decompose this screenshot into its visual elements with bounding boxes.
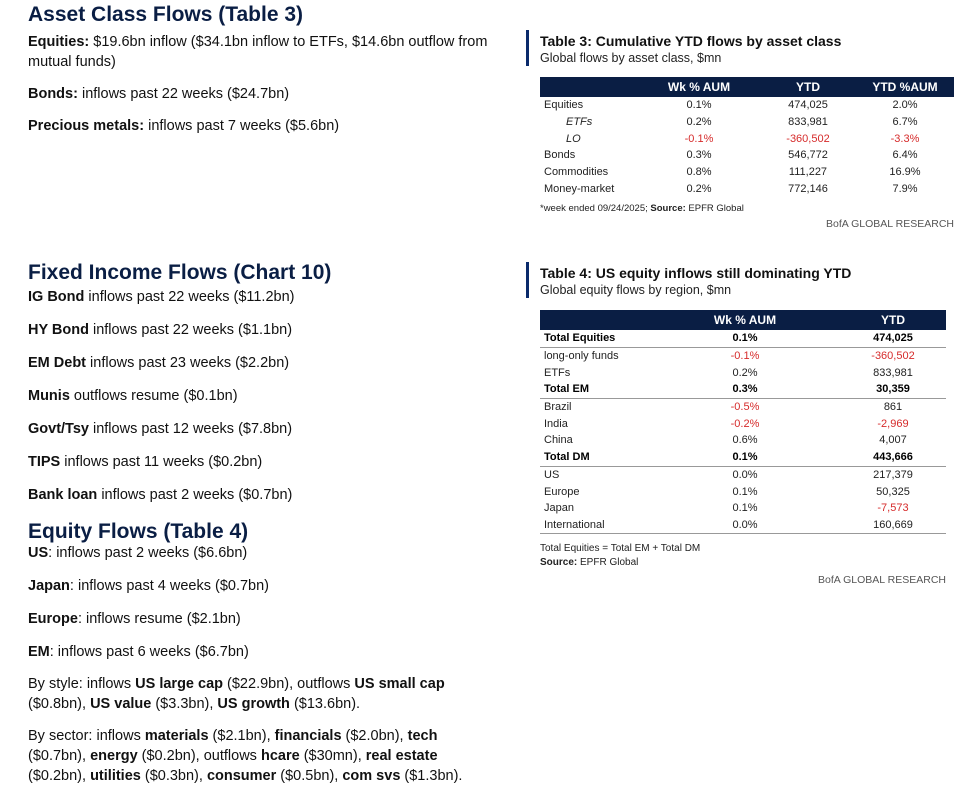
- metals-paragraph: [28, 116, 498, 136]
- wk-cell: 0.2%: [732, 366, 758, 379]
- eq-item-text: : inflows past 2 weeks ($6.6bn): [48, 545, 248, 561]
- eq-item-label: Japan: [28, 578, 70, 594]
- ytd-pct-cell: 2.0%: [892, 99, 918, 112]
- fi-item: [28, 353, 498, 373]
- row-label: Brazil: [544, 401, 572, 414]
- eq-item: [28, 576, 498, 596]
- ytd-cell: 861: [883, 401, 903, 414]
- equities-label: Equities:: [28, 34, 90, 50]
- wk-cell: -0.1%: [684, 132, 714, 145]
- table4-panel: [526, 262, 946, 586]
- table-row: [540, 466, 946, 483]
- sector-bold: hcare: [260, 748, 300, 764]
- sector-bold: consumer: [206, 768, 277, 784]
- sector-bold: tech: [407, 728, 438, 744]
- ytd-cell: -360,502: [786, 132, 830, 145]
- eq-item-label: EM: [28, 644, 50, 660]
- table3-header-cell: YTD %AUM: [856, 77, 954, 97]
- row-label: International: [540, 517, 650, 534]
- equities-paragraph: [28, 32, 498, 72]
- wk-cell: 0.3%: [686, 149, 712, 162]
- row-label: LO: [566, 132, 581, 145]
- row-label: Europe: [544, 485, 580, 498]
- row-label: Money-market: [544, 182, 615, 195]
- table-row: [540, 483, 946, 500]
- table3-credit: BofA GLOBAL RESEARCH: [826, 218, 954, 231]
- table-row: [540, 432, 946, 449]
- wk-cell: 0.0%: [732, 468, 758, 481]
- row-label: Commodities: [544, 166, 609, 179]
- style-text: ($13.6bn).: [289, 696, 361, 712]
- metals-text: inflows past 7 weeks ($5.6bn): [144, 118, 340, 134]
- ytd-cell: 111,227: [788, 166, 828, 179]
- table4-source-label: Source:: [540, 557, 578, 569]
- ytd-pct-cell: 16.9%: [889, 166, 921, 179]
- wk-cell: 0.8%: [686, 166, 712, 179]
- by-style-paragraph: [28, 674, 498, 714]
- table4-header-cell: Wk % AUM: [650, 310, 840, 330]
- fi-item: [28, 287, 498, 307]
- table4-title: Table 4: US equity inflows still dominating YTD: [540, 265, 852, 281]
- table-row: [540, 164, 954, 181]
- metals-label: Precious metals:: [28, 118, 145, 134]
- table4-source-text: EPFR Global: [577, 557, 639, 569]
- table-row: [540, 398, 946, 415]
- row-label: Japan: [544, 502, 574, 515]
- style-text: ($3.3bn),: [151, 696, 218, 712]
- table-row: [540, 500, 946, 517]
- table-row: [540, 364, 946, 381]
- wk-cell: 0.1%: [732, 502, 758, 515]
- table4-source: [540, 556, 946, 570]
- fi-item-text: inflows past 11 weeks ($0.2bn): [60, 454, 263, 470]
- table-row: [540, 347, 946, 364]
- style-bold: US large cap: [135, 676, 224, 692]
- sector-text: ($0.2bn),: [28, 768, 91, 784]
- wk-cell: -0.2%: [730, 417, 760, 430]
- ytd-cell: -7,573: [877, 502, 909, 515]
- table3-panel: [526, 30, 954, 230]
- table-row: [540, 114, 954, 131]
- row-label: Equities: [544, 99, 584, 112]
- row-label: ETFs: [544, 366, 571, 379]
- sector-bold: energy: [90, 748, 138, 764]
- bonds-text: inflows past 22 weeks ($24.7bn): [77, 86, 290, 102]
- style-bold: US small cap: [354, 676, 445, 692]
- wk-cell: 0.1%: [686, 99, 712, 112]
- row-label: India: [544, 417, 568, 430]
- sector-text: ($1.3bn).: [400, 768, 463, 784]
- fi-item-text: inflows past 2 weeks ($0.7bn): [97, 487, 293, 503]
- ytd-cell: 4,007: [879, 434, 907, 447]
- fi-item: [28, 386, 498, 406]
- fi-item: [28, 320, 498, 340]
- ytd-pct-cell: -3.3%: [890, 132, 920, 145]
- table3-header-cell: YTD: [760, 77, 856, 97]
- fi-item: [28, 485, 498, 505]
- equities-text: $19.6bn inflow ($34.1bn inflow to ETFs, $14.6bn outflow from mutual funds): [28, 34, 488, 70]
- ytd-cell: 217,379: [873, 468, 913, 481]
- wk-cell: 0.2%: [686, 116, 712, 129]
- table3-header-cell: [540, 77, 638, 97]
- equity-flows-heading: Equity Flows (Table 4): [28, 520, 249, 543]
- style-text: ($0.8bn),: [28, 696, 91, 712]
- fi-item-text: inflows past 22 weeks ($11.2bn): [84, 289, 295, 305]
- row-label: US: [544, 468, 560, 481]
- table4-header-cell: YTD: [840, 310, 946, 330]
- table4-credit: BofA GLOBAL RESEARCH: [818, 574, 946, 587]
- wk-cell: 0.3%: [650, 381, 840, 398]
- eq-item: [28, 609, 498, 629]
- table-row: [540, 180, 954, 197]
- fi-item-label: HY Bond: [28, 322, 89, 338]
- wk-cell: 0.0%: [650, 517, 840, 534]
- eq-item-label: US: [28, 545, 49, 561]
- sector-text: ($2.0bn),: [341, 728, 408, 744]
- table3-subtitle: Global flows by asset class, $mn: [540, 51, 722, 65]
- sector-bold: real estate: [365, 748, 438, 764]
- eq-item-text: : inflows past 4 weeks ($0.7bn): [69, 578, 269, 594]
- sector-text: ($0.7bn),: [28, 748, 91, 764]
- by-sector-paragraph: [28, 726, 498, 786]
- sector-text: ($2.1bn),: [208, 728, 275, 744]
- ytd-cell: 443,666: [840, 449, 946, 466]
- fi-item-text: inflows past 12 weeks ($7.8bn): [88, 421, 293, 437]
- table4-note: Total Equities = Total EM + Total DM: [540, 543, 701, 555]
- asset-class-section: [28, 2, 498, 136]
- eq-item: [28, 543, 498, 563]
- style-bold: US growth: [217, 696, 290, 712]
- wk-cell: 0.1%: [650, 449, 840, 466]
- row-label: China: [544, 434, 573, 447]
- ytd-cell: 50,325: [876, 485, 910, 498]
- fi-item-label: Govt/Tsy: [28, 421, 89, 437]
- ytd-cell: 474,025: [788, 99, 828, 112]
- wk-cell: 0.1%: [732, 485, 758, 498]
- row-label: ETFs: [566, 116, 593, 129]
- table3-source-text: EPFR Global: [685, 203, 744, 215]
- table-row: [540, 381, 946, 398]
- style-text: By style: inflows: [28, 676, 136, 692]
- table-row: [540, 330, 946, 347]
- table3: [540, 77, 954, 197]
- bonds-paragraph: [28, 84, 498, 104]
- ytd-cell: -360,502: [871, 350, 915, 363]
- sector-text: ($30mn),: [299, 748, 366, 764]
- table3-note-text: *week ended 09/24/2025;: [540, 203, 651, 215]
- table-row: [540, 517, 946, 534]
- table3-source-label: Source:: [650, 203, 686, 215]
- fi-item-label: Bank loan: [28, 487, 98, 503]
- wk-cell: 0.2%: [686, 182, 712, 195]
- sector-bold: materials: [144, 728, 209, 744]
- ytd-pct-cell: 7.9%: [892, 182, 918, 195]
- equity-flows-section: [28, 519, 498, 786]
- wk-cell: -0.1%: [730, 350, 760, 363]
- ytd-cell: 546,772: [788, 149, 828, 162]
- row-label: Bonds: [544, 149, 576, 162]
- sector-bold: com svs: [342, 768, 401, 784]
- asset-class-heading: Asset Class Flows (Table 3): [28, 3, 304, 26]
- table4-subtitle: Global equity flows by region, $mn: [540, 283, 732, 297]
- wk-cell: -0.5%: [730, 401, 760, 414]
- eq-item-label: Europe: [28, 611, 78, 627]
- table3-title: Table 3: Cumulative YTD flows by asset class: [540, 33, 842, 49]
- eq-item: [28, 642, 498, 662]
- fi-item-label: Munis: [28, 388, 70, 404]
- fi-item-label: IG Bond: [28, 289, 85, 305]
- fi-item-text: inflows past 23 weeks ($2.2bn): [86, 355, 290, 371]
- ytd-cell: 833,981: [873, 366, 913, 379]
- row-label: long-only funds: [544, 350, 619, 363]
- table4-header-cell: [540, 310, 650, 330]
- fi-item: [28, 419, 498, 439]
- table-row: [540, 147, 954, 164]
- sector-text: By sector: inflows: [28, 728, 145, 744]
- table-row: [540, 130, 954, 147]
- table-row: [540, 415, 946, 432]
- table-row: [540, 97, 954, 114]
- eq-item-text: : inflows past 6 weeks ($6.7bn): [49, 644, 249, 660]
- sector-text: ($0.3bn),: [140, 768, 207, 784]
- table3-footnote: [540, 202, 954, 216]
- sector-text: ($0.5bn),: [276, 768, 343, 784]
- fi-item-label: TIPS: [28, 454, 61, 470]
- table3-accent-bar: [526, 30, 529, 66]
- fixed-income-heading: Fixed Income Flows (Chart 10): [28, 261, 332, 284]
- table3-header-cell: Wk % AUM: [638, 77, 760, 97]
- table3-header-row: [540, 77, 954, 97]
- ytd-cell: 772,146: [788, 182, 828, 195]
- sector-bold: financials: [274, 728, 342, 744]
- wk-cell: 0.1%: [650, 330, 840, 347]
- table4: [540, 310, 946, 534]
- table-row: [540, 449, 946, 466]
- ytd-cell: -2,969: [877, 417, 909, 430]
- style-bold: US value: [90, 696, 152, 712]
- style-text: ($22.9bn), outflows: [223, 676, 355, 692]
- row-label: Total EM: [540, 381, 650, 398]
- ytd-pct-cell: 6.7%: [892, 116, 918, 129]
- fixed-income-section: [28, 260, 498, 505]
- bonds-label: Bonds:: [28, 86, 78, 102]
- ytd-cell: 474,025: [840, 330, 946, 347]
- fi-item-text: outflows resume ($0.1bn): [69, 388, 238, 404]
- wk-cell: 0.6%: [732, 434, 758, 447]
- ytd-cell: 833,981: [788, 116, 828, 129]
- sector-text: ($0.2bn), outflows: [137, 748, 261, 764]
- eq-item-text: : inflows resume ($2.1bn): [77, 611, 241, 627]
- fi-item-label: EM Debt: [28, 355, 86, 371]
- fi-item: [28, 452, 498, 472]
- row-label: Total DM: [540, 449, 650, 466]
- table4-header-row: [540, 310, 946, 330]
- table4-accent-bar: [526, 262, 529, 298]
- fi-item-text: inflows past 22 weeks ($1.1bn): [88, 322, 293, 338]
- sector-bold: utilities: [90, 768, 141, 784]
- ytd-cell: 160,669: [840, 517, 946, 534]
- ytd-cell: 30,359: [840, 381, 946, 398]
- row-label: Total Equities: [540, 330, 650, 347]
- ytd-pct-cell: 6.4%: [892, 149, 918, 162]
